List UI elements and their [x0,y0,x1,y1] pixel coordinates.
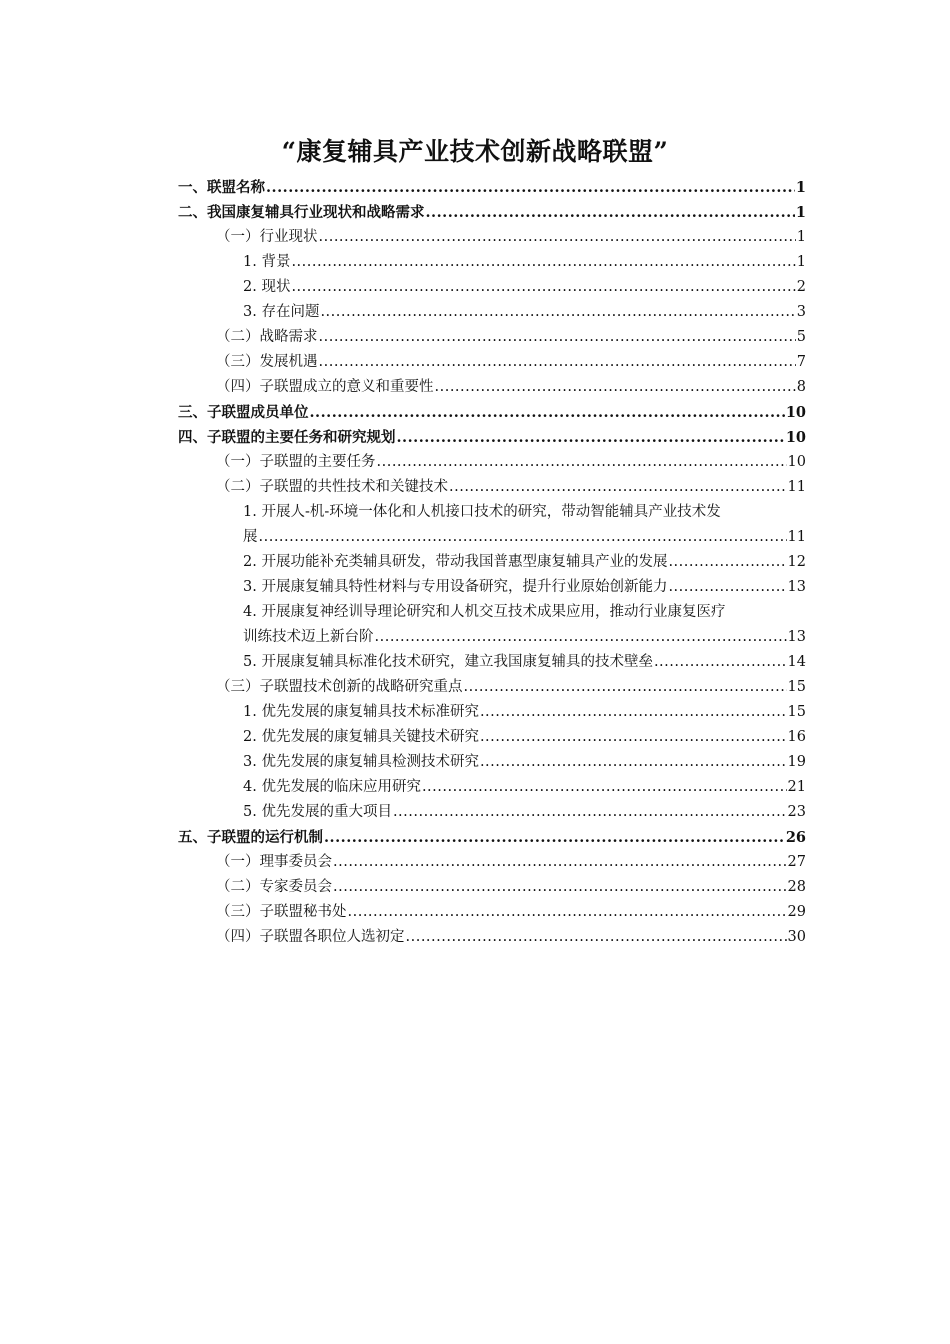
dot-leader [348,900,787,925]
toc-entry-label: 2. 开展功能补充类辅具研发，带动我国普惠型康复辅具产业的发展 [243,554,668,570]
dot-leader [324,825,785,850]
toc-entry-label: 2. 优先发展的康复辅具关键技术研究 [243,729,479,745]
toc-entry-label-line-1: 1. 开展人-机-环境一体化和人机接口技术的研究，带动智能辅具产业技术发 [243,504,721,520]
toc-entry-4-2[interactable] [178,475,806,500]
toc-entry-label: 二、我国康复辅具行业现状和战略需求 [178,204,425,221]
toc-entry-section-3[interactable] [178,400,806,425]
toc-page-number: 7 [796,354,806,370]
toc-page-number: 1 [795,179,806,196]
dot-leader [480,725,787,750]
document-title: “康复辅具产业技术创新战略联盟” [281,137,669,166]
toc-entry-label-line-1: 4. 开展康复神经训导理论研究和人机交互技术成果应用，推动行业康复医疗 [243,604,726,620]
toc-entry-5-1[interactable] [178,850,806,875]
toc-entry-2-3[interactable] [178,350,806,375]
dot-leader [393,800,787,825]
dot-leader [259,525,787,550]
toc-entry-section-5[interactable] [178,825,806,850]
toc-page-number: 3 [796,304,806,320]
toc-entry-5-2[interactable] [178,875,806,900]
toc-entry-label-line-2: 展 [243,529,258,545]
toc-entry-4-3-5[interactable] [178,800,806,825]
toc-entry-4-3-4[interactable] [178,775,806,800]
toc-entry-label: 3. 开展康复辅具特性材料与专用设备研究，提升行业原始创新能力 [243,579,668,595]
toc-page-number: 13 [787,579,806,595]
toc-page-number: 10 [787,454,806,470]
toc-entry-2-4[interactable] [178,375,806,400]
toc-entry-4-2-2[interactable] [178,550,806,575]
toc-page-number: 2 [796,279,806,295]
dot-leader [668,575,786,600]
toc-page-number: 28 [787,879,806,895]
toc-page-number: 13 [787,629,806,645]
toc-entry-2-1-2[interactable] [178,275,806,300]
toc-entry-2-1-3[interactable] [178,300,806,325]
toc-page-number: 15 [787,704,806,720]
toc-entry-label: 5. 优先发展的重大项目 [243,804,392,820]
toc-entry-label: 一、联盟名称 [178,179,265,196]
toc-entry-label: （四）子联盟各职位人选初定 [216,929,405,945]
toc-entry-2-1[interactable] [178,225,806,250]
toc-page-number: 11 [787,479,806,495]
toc-entry-4-2-5[interactable] [178,650,806,675]
dot-leader [266,175,795,200]
toc-entry-4-3-1[interactable] [178,700,806,725]
dot-leader [291,275,795,300]
toc-entry-5-4[interactable] [178,925,806,950]
toc-page-number: 11 [787,529,806,545]
toc-entry-label: 五、子联盟的运行机制 [178,829,323,846]
toc-entry-section-1[interactable] [178,175,806,200]
toc-page-number: 1 [796,254,806,270]
toc-page-number: 15 [787,679,806,695]
toc-entry-label: 三、子联盟成员单位 [178,404,309,421]
toc-entry-label: （一）行业现状 [216,229,318,245]
dot-leader [480,700,787,725]
toc-entry-2-2[interactable] [178,325,806,350]
toc-entry-4-3-2[interactable] [178,725,806,750]
toc-entry-label-line-2: 训练技术迈上新台阶 [243,629,374,645]
dot-leader [319,325,796,350]
toc-page-number: 27 [787,854,806,870]
toc-page-number: 10 [785,404,806,421]
dot-leader [320,300,795,325]
toc-page-number: 29 [787,904,806,920]
toc-entry-label: 3. 优先发展的康复辅具检测技术研究 [243,754,479,770]
toc-entry-label: （一）子联盟的主要任务 [216,454,376,470]
dot-leader [422,775,787,800]
toc-entry-label: 3. 存在问题 [243,304,320,320]
dot-leader [377,450,787,475]
toc-page-number: 1 [795,204,806,221]
dot-leader [449,475,787,500]
toc-entry-label: （二）战略需求 [216,329,318,345]
dot-leader [426,200,795,225]
dot-leader [333,875,787,900]
toc-page-number: 14 [787,654,806,670]
dot-leader [291,250,795,275]
toc-entry-section-4[interactable] [178,425,806,450]
dot-leader [333,850,787,875]
toc-page-number: 5 [796,329,806,345]
toc-entry-label: （三）子联盟秘书处 [216,904,347,920]
dot-leader [406,925,787,950]
dot-leader [464,675,787,700]
toc-page-number: 8 [796,379,806,395]
toc-entry-label: 1. 背景 [243,254,291,270]
toc-entry-4-2-4[interactable] [178,600,806,650]
toc-entry-label: 4. 优先发展的临床应用研究 [243,779,421,795]
toc-page-number: 1 [796,229,806,245]
toc-entry-label: （三）发展机遇 [216,354,318,370]
dot-leader [435,375,796,400]
dot-leader [310,400,785,425]
toc-page-number: 23 [787,804,806,820]
toc-entry-label: （一）理事委员会 [216,854,332,870]
toc-page-number: 19 [787,754,806,770]
toc-entry-label: 2. 现状 [243,279,291,295]
toc-page-number: 16 [787,729,806,745]
toc-entry-label: （三）子联盟技术创新的战略研究重点 [216,679,463,695]
dot-leader [375,625,787,650]
table-of-contents [178,175,806,950]
dot-leader [480,750,787,775]
toc-entry-section-2[interactable] [178,200,806,225]
toc-entry-label: （二）子联盟的共性技术和关键技术 [216,479,448,495]
toc-entry-4-1[interactable] [178,450,806,475]
toc-page-number: 26 [785,829,806,846]
toc-entry-label: 5. 开展康复辅具标准化技术研究，建立我国康复辅具的技术壁垒 [243,654,653,670]
dot-leader [319,350,796,375]
toc-entry-label: 四、子联盟的主要任务和研究规划 [178,429,396,446]
dot-leader [397,425,785,450]
toc-page-number: 21 [787,779,806,795]
toc-entry-2-1-1[interactable] [178,250,806,275]
toc-entry-4-2-3[interactable] [178,575,806,600]
toc-page-number: 10 [785,429,806,446]
toc-entry-4-3-3[interactable] [178,750,806,775]
toc-entry-label: 1. 优先发展的康复辅具技术标准研究 [243,704,479,720]
toc-entry-4-3[interactable] [178,675,806,700]
toc-entry-5-3[interactable] [178,900,806,925]
toc-page-number: 30 [787,929,806,945]
toc-page-number: 12 [787,554,806,570]
dot-leader [668,550,786,575]
toc-entry-4-2-1[interactable] [178,500,806,550]
toc-entry-label: （四）子联盟成立的意义和重要性 [216,379,434,395]
toc-entry-label: （二）专家委员会 [216,879,332,895]
dot-leader [319,225,796,250]
dot-leader [654,650,787,675]
